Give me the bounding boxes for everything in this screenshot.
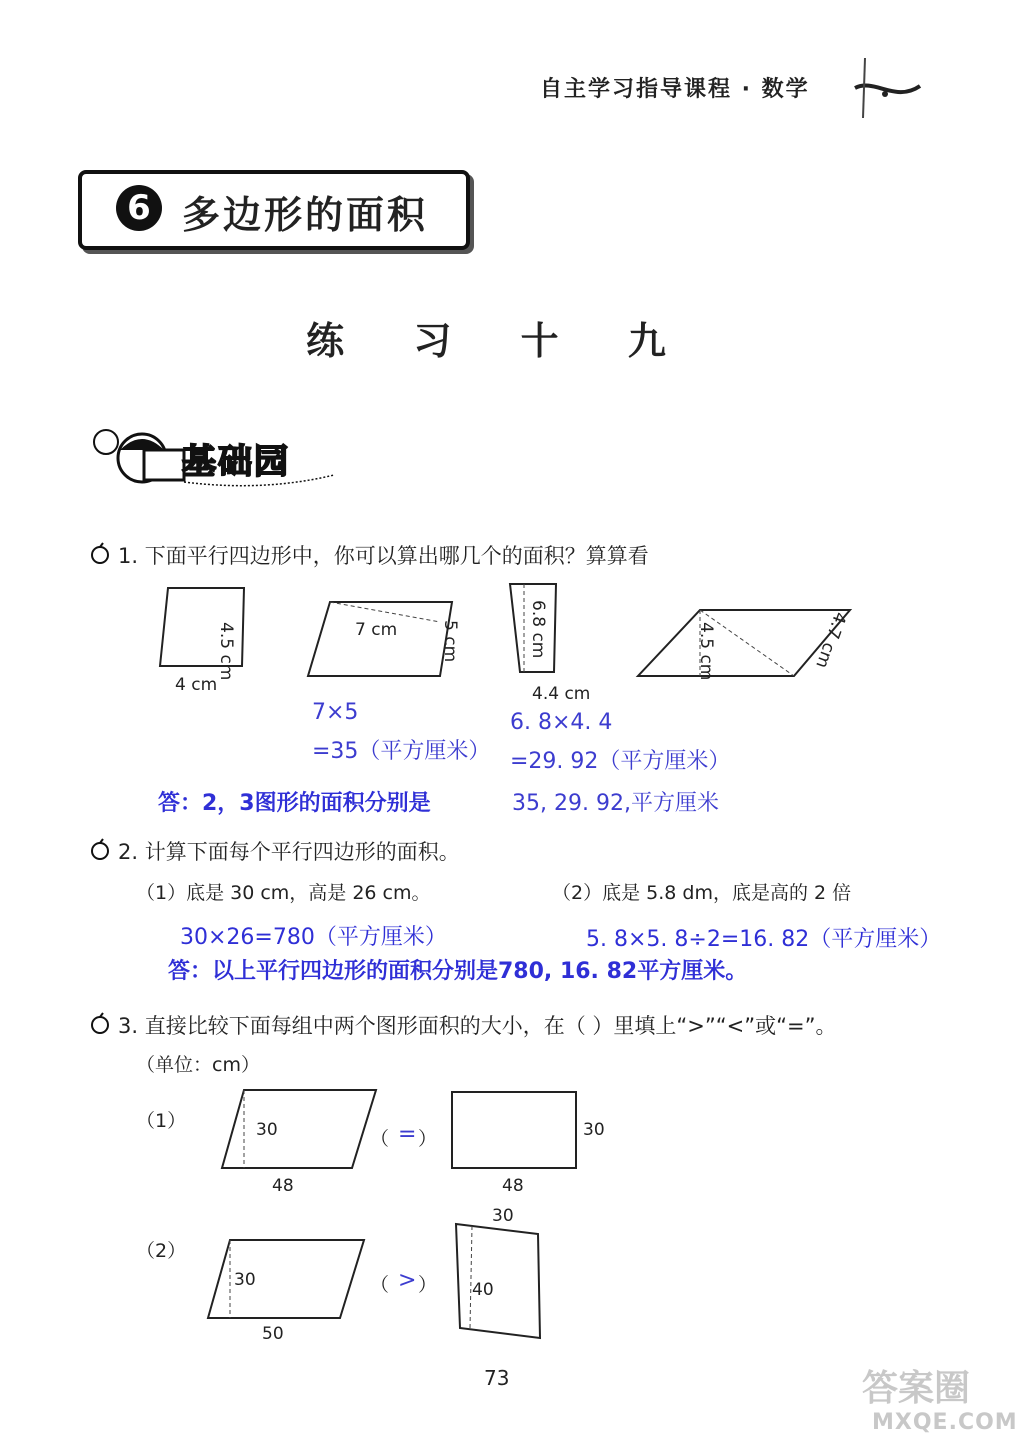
q2-part2: （2）底是 5.8 dm，底是高的 2 倍 — [552, 882, 852, 904]
apple-bullet-icon — [88, 1012, 112, 1034]
q2-text: 2. 计算下面每个平行四边形的面积。 — [118, 840, 460, 864]
q3-g2-label: （2） — [136, 1240, 187, 1262]
q3-g2-trap-top: 30 — [492, 1206, 514, 1226]
q2-answer1: 30×26=780（平方厘米） — [180, 925, 447, 950]
chapter-heading — [78, 170, 470, 250]
q3-g2-answer: > — [398, 1268, 417, 1293]
q3-unit: （单位：cm） — [136, 1054, 260, 1076]
page-number: 73 — [484, 1366, 510, 1390]
q1-calc-b-1: 6. 8×4. 4 — [510, 710, 613, 735]
series-title: 自主学习指导课程 · 数学 — [540, 77, 810, 102]
q3-g2-paren-right: ） — [418, 1274, 438, 1296]
q1-f4-height: 4.5 cm — [696, 622, 716, 681]
q1-f2-top: 7 cm — [355, 620, 398, 640]
q3-g1-paren-right: ） — [418, 1128, 438, 1150]
q3-g1-answer: = — [398, 1122, 417, 1147]
lesson-title: 练 习 十 九 — [306, 318, 694, 363]
q1-f1-height: 4.5 cm — [216, 622, 236, 681]
q1-f3-base: 4.4 cm — [532, 684, 591, 704]
q1-f3-height: 6.8 cm — [528, 600, 548, 659]
q1-calc-a-2: =35（平方厘米） — [312, 739, 491, 764]
q1-figures — [140, 580, 880, 710]
q3-g2-para-h: 30 — [234, 1270, 256, 1290]
q1-f4-side: 4.7 cm — [811, 609, 850, 671]
q3-text: 3. 直接比较下面每组中两个图形面积的大小，在（ ）里填上“>”“<”或“=”。 — [118, 1014, 837, 1038]
q3-g2-trap-h: 40 — [472, 1280, 494, 1300]
q2-summary: 答：以上平行四边形的面积分别是780, 16. 82平方厘米。 — [168, 959, 748, 984]
q1-f1-base: 4 cm — [175, 675, 218, 695]
apple-bullet-icon — [88, 838, 112, 860]
watermark-url: MXQE.COM — [872, 1410, 1018, 1435]
q1-calc-b-2: =29. 92（平方厘米） — [510, 749, 731, 774]
q3-g2-parallelogram — [208, 1240, 364, 1318]
q2-part1: （1）底是 30 cm，高是 26 cm。 — [136, 882, 431, 904]
q2-answer2: 5. 8×5. 8÷2=16. 82（平方厘米） — [586, 927, 942, 952]
q3-g1-parallelogram — [222, 1090, 376, 1168]
q3-g1-rectangle — [452, 1092, 576, 1168]
q3-g1-para-h: 30 — [256, 1120, 278, 1140]
section-banner: 基础园 — [182, 442, 290, 482]
chapter-title: 多边形的面积 — [182, 193, 429, 237]
q3-g2-para-b: 50 — [262, 1324, 284, 1344]
q1-calc-a-1: 7×5 — [312, 700, 359, 725]
decorative-pen-icon — [835, 48, 925, 128]
watermark-logo: 答案圈 — [862, 1368, 971, 1409]
q3-g1-rect-h: 30 — [583, 1120, 605, 1140]
q3-g1-para-b: 48 — [272, 1176, 294, 1196]
q1-f2-side: 5 cm — [440, 620, 460, 663]
q3-g1-paren-left: （ — [370, 1128, 390, 1150]
q1-summary-prefix: 答：2，3图形的面积分别是 — [158, 791, 431, 816]
q3-g1-rect-b: 48 — [502, 1176, 524, 1196]
q3-g2-paren-left: （ — [370, 1274, 390, 1296]
apple-bullet-icon — [88, 542, 112, 564]
q3-g2-quadrilateral — [456, 1224, 540, 1338]
q3-g1-label: （1） — [136, 1110, 187, 1132]
chapter-number: 6 — [116, 185, 162, 231]
q1-summary-values: 35, 29. 92,平方厘米 — [512, 791, 719, 816]
q1-text: 1. 下面平行四边形中，你可以算出哪几个的面积？算算看 — [118, 544, 649, 568]
